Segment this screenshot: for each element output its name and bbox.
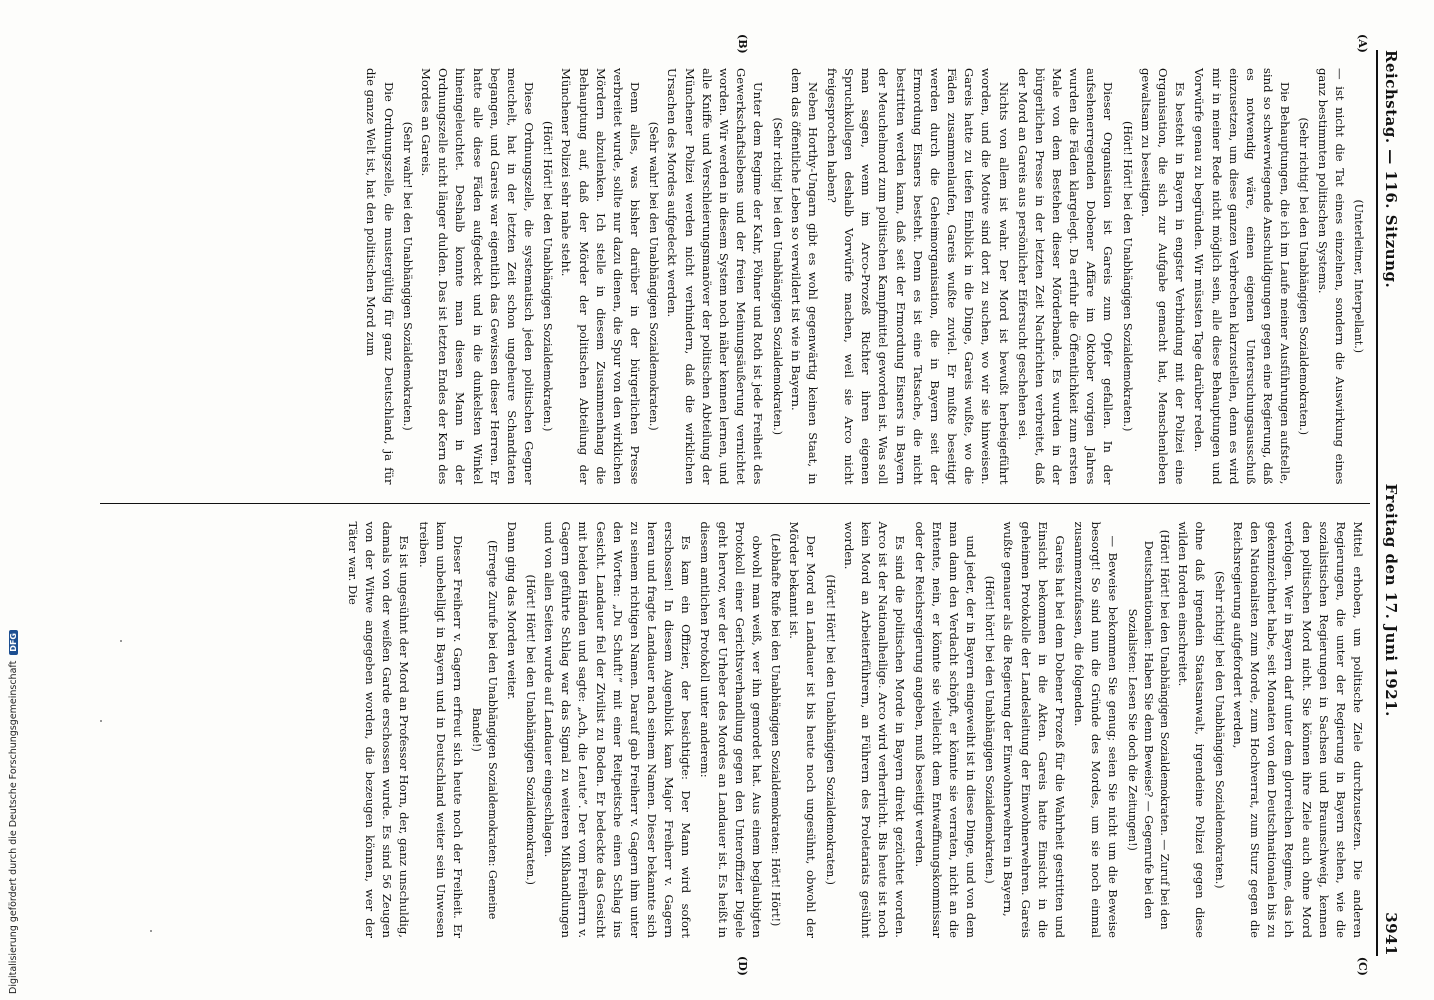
paragraph: — Beweise bekommen Sie genug; seien Sie nicht um die Beweise besorgt! So sind nun die Gründe des Mordes, um sie noch einmal zusammenzufassen, die folgenden.	[1072, 521, 1121, 938]
paragraph: Es sind die politischen Morde in Bayern direkt gezüchtet worden. Arco ist der Nationalheilige. Arco wird verherrlicht. Bis heute ist noch kein Mord an Arbeiterführern, an Führern des Proletariats gesühnt worden.	[841, 521, 908, 938]
text-columns	[100, 34, 1370, 976]
interjection: (Sehr richtig! bei den Unabhängigen Sozialdemokraten.)	[1297, 117, 1311, 436]
interjection: (Hört! Hört! bei den Unabhängigen Sozialdemokraten. — Zuruf bei den Deutschnationalen: Haben Sie denn Beweise? — Gegenrufe bei den Sozialisten: Lesen Sie doch die Zeitungen!)	[1125, 529, 1172, 930]
paragraph: Gareis hat bei dem Dobener Prozeß für die Wahrheit gestritten und Einsicht bekommen in die Akten. Gareis hatte Einsicht in die geheimen Protokolle der Landesleitung der Einwohnerwehren. Gareis wußte genauer als die Regierung der Einwohnerwehren in Bayern,	[1001, 521, 1067, 938]
interjection: (Erregte Zurufe bei den Unabhängigen Sozialdemokraten: Gemeine Bande!)	[470, 540, 500, 920]
interjection: (Hört! Hört! bei den Unabhängigen Sozialdemokraten.)	[1120, 121, 1134, 432]
paragraph: Dieser Organisation ist Gareis zum Opfer gefallen. In der aufsehenerregenden Dobener Affäre im Oktober vorigen Jahres wurden die Fäden klargelegt. Da erfuhr die Öffentlichkeit zum ersten Male von dem Bestehen dieser Mörderbande. Es wurden in der bürgerlichen Presse in der letzten Zeit Nachrichten verbreitet, daß der Mord an Gareis aus persönlicher Eifersucht geschehen sei.	[1015, 68, 1116, 485]
quoted-protocol: Es kam ein Offizier, der besichtigte: Der Mann wird sofort erschossen! In diesem Augenblick kam Major Freiherr v. Gagern heran und fragte Landauer nach seinem Namen. Dieser bekannte sich zu seinem richtigen Namen. Darauf gab Freiherr v. Gagern ihm unter den Worten: „Du Schuft!“ mit einer Reitpeitsche einen Schlag ins Gesicht. Landauer fiel der Zivilist zu Boden. Er bedeckte das Gesicht mit beiden Händen und sagte: „Ach, die Leute“. Der vom Freiherrn v. Gagern geführte Schlag war das Signal zu weiteren Mißhandlungen und von allen Seiten wurde auf Landauer eingeschlagen.	[542, 521, 694, 938]
paragraph: ohne daß irgendein Staatsanwalt, irgendeine Polizei gegen diese wilden Horden einschreitet.	[1176, 521, 1208, 938]
rotated-page-content	[72, 20, 1412, 980]
paragraph: Nichts von allem ist wahr. Der Mord ist bewußt herbeigeführt worden, und die Motive sind dort zu suchen, wo wir sie hinweisen. Gareis hatte zu tiefen Einblick in die Dinge, Gareis wußte, wo die Fäden zusammenlaufen, Gareis wußte zuviel. Er mußte beseitigt werden durch die Geheimorganisation, die in Bayern seit der Ermordung Eisners besteht. Denn es ist eine Tatsache, die nicht bestritten werden kann, daß seit der Ermordung Eisners in Bayern der Meuchelmord zum politischen Kampfmittel geworden ist. Was soll man sagen, wenn im Arco-Prozeß Richter ihren eigenen Spruchkollegen deshalb Vorwürfe machen, weil sie Arco nicht freigesprochen haben?	[824, 68, 1011, 485]
credit-text: Digitalisierung gefördert durch die Deutsche Forschungsgemeinschaft	[7, 660, 19, 994]
paragraph: Dieser Freiherr v. Gagern erfreut sich heute noch der Freiheit. Er kann unbehelligt in Bayern und in Deutschland weiter sein Unwesen treiben.	[416, 521, 465, 938]
column-right	[100, 503, 1370, 976]
paragraph: Denn alles, was bisher darüber in der bürgerlichen Presse verbreitet wurde, sollte nur dazu dienen, die Spur von den wirklichen Mördern abzulenken. Ich stelle in diesem Zusammenhang die Behauptung auf, daß der Mörder der politischen Abteilung der Münchener Polizei sehr nahe steht.	[559, 68, 643, 485]
interjection: (Hört! Hört! bei den Unabhängigen Sozialdemokraten.)	[541, 121, 555, 432]
paragraph: Die Ordnungszelle, die mustergültig für ganz Deutschland, ja für die ganze Welt ist, hat den politischen Mord zum	[364, 68, 396, 485]
interjection: (Hört! hört! bei den Unabhängigen Sozialdemokraten.)	[983, 575, 997, 884]
paragraph: Unter dem Regime der Kahr, Pöhner und Roth ist jede Freiheit des Gewerkschaftslebens und der freien Meinungsäußerung vernichtet worden. Wir werden in diesem System noch näher kennen lernen, und alle Kniffe und Verschleierungsmanöver der politischen Abteilung der Münchener Polizei werden nicht verhindern, daß die wirklichen Ursachen des Mordes aufgedeckt werden.	[665, 68, 766, 485]
running-header	[1376, 50, 1400, 956]
paragraph: Dann ging das Morden weiter.	[504, 521, 519, 700]
paragraph: Es ist ungesühnt der Mord an Professor Horn, der, ganz unschuldig, damals von der weißen Garde erschossen wurde. Es sind 56 Zeugen von der Witwe angegeben worden, die bezeugen können, wer der Täter war. Die	[346, 521, 412, 938]
paragraph: Diese Ordnungszelle, die systematisch jeden politischen Gegner meuchelt, hat in der letzten Zeit schon ungeheure Schandtaten begangen, und Gareis war eigentlich das Gewissen dieser Herren. Er hatte alle diese Fäden aufgedeckt und in die dunkelsten Winkel hineingeleuchtet. Deshalb konnte man diesen Mann in der Ordnungszelle nicht länger dulden. Das ist letzten Endes der Kern des Mordes an Gareis.	[419, 68, 536, 485]
interjection: (Sehr richtig! bei den Unabhängigen Sozialdemokraten.)	[1212, 570, 1226, 889]
dfg-logo: DFG	[9, 630, 18, 655]
paragraph: obwohl man weiß, wer ihn gemordet hat. Aus einem beglaubigten Protokoll einer Gerichtsverhandlung gegen den Unteroffizier Digele geht hervor, wer der Urheber des Mordes an Landauer ist. Es heißt in diesem amtlichen Protokoll unter anderem:	[698, 521, 764, 938]
margin-marker-d: (D)	[736, 956, 749, 976]
interjection: (Sehr wahr! bei den Unabhängigen Sozialdemokraten.)	[647, 121, 661, 431]
paragraph: und jeder, der in Bayern eingeweiht ist in diese Dinge, und von dem man dann den Verdacht schöpft, er könnte sie verraten, nicht an die Entente, nein, er könnte sie vielleicht dem Entwaffnungskommissar oder der Reichsregierung angeben, muß beseitigt werden.	[912, 521, 979, 938]
paragraph: Neben Horthy-Ungarn gibt es wohl gegenwärtig keinen Staat, in dem das öffentliche Leben so verwildert ist wie in Bayern.	[788, 68, 820, 485]
interjection: (Sehr wahr! bei den Unabhängigen Sozialdemokraten.)	[400, 121, 414, 431]
column-left	[100, 34, 1370, 503]
speaker-note: (Unterleitner, Interpellant.)	[1352, 199, 1365, 353]
scan-speck	[120, 640, 122, 642]
digitization-credit	[6, 0, 20, 994]
paragraph: Es besteht in Bayern in engster Verbindung mit der Polizei eine Organisation, die sich zur Aufgabe gemacht hat, Menschenleben gewaltsam zu beseitigen.	[1138, 68, 1188, 485]
paragraph: Mittel erhoben, um politische Ziele durchzusetzen. Die anderen Regierungen, die unter der Regierung in Bayern stehen, wie die sozialistischen Regierungen in Sachsen und Braunschweig, kennen den politischen Mord nicht. Sie können ihre Ziele auch ohne Mord verfolgen. Wer in Bayern darf unter dem glorreichen Regime, das ich gekennzeichnet habe, seit Monaten von dem Deutschnationalen bis zu den Nationalisten zum Morde, zum Hochverrat, zum Sturz gegen die Reichsregierung aufgefordert werden,	[1230, 521, 1365, 938]
interjection: (Sehr richtig! bei den Unabhängigen Sozialdemokraten.)	[770, 117, 784, 436]
paragraph: — ist nicht die Tat eines einzelnen, sondern die Auswirkung eines ganz bestimmten politischen Systems.	[1315, 68, 1347, 485]
paragraph: Der Mord an Landauer ist bis heute noch ungesühnt, obwohl der Mörder bekannt ist.	[787, 521, 819, 938]
margin-marker-b: (B)	[736, 34, 749, 54]
margin-marker-c: (C)	[1356, 956, 1369, 976]
margin-marker-a: (A)	[1356, 34, 1369, 53]
interjection: (Hört! Hört! bei den Unabhängigen Sozialdemokraten.)	[523, 574, 537, 885]
header-date: Freitag den 17. Juni 1921.	[1382, 483, 1400, 717]
page-number: 3941	[1382, 912, 1400, 956]
interjection: (Hört! Hört! bei den Unabhängigen Sozialdemokraten.)	[823, 574, 837, 885]
header-left: Reichstag. — 116. Sitzung.	[1382, 50, 1400, 289]
scan-speck	[100, 720, 102, 722]
interjection: (Lebhafte Rufe bei den Unabhängigen Sozialdemokraten: Hört! Hört!)	[769, 533, 783, 927]
scan-speck	[150, 930, 152, 932]
paragraph: Die Behauptungen, die ich im Laufe meiner Ausführungen aufstelle, sind so schwerwiegende Anschuldigungen gegen eine Regierung, daß es notwendig wäre, einen eigenen Untersuchungsausschuß einzusetzen, um diese ganzen Verbrechen klarzustellen, denn es wird mir in meiner Rede nicht möglich sein, alle diese Behauptungen und Vorwürfe genau zu begründen. Wir müssten Tage darüber reden.	[1192, 68, 1293, 485]
